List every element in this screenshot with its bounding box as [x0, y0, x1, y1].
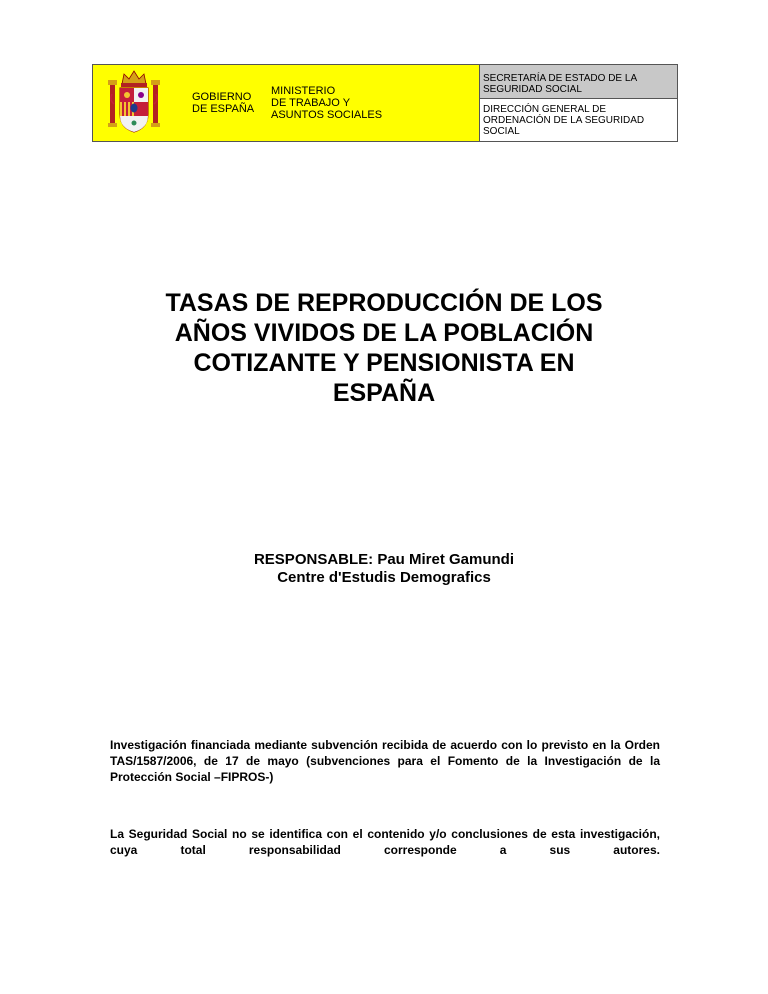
direccion-label: DIRECCIÓN GENERAL DE ORDENACIÓN DE LA SEGURIDAD SOCIAL [480, 99, 677, 141]
document-header [92, 64, 678, 142]
responsable-line: RESPONSABLE: Pau Miret Gamundi [253, 551, 515, 568]
document-title: TASAS DE REPRODUCCIÓN DE LOS AÑOS VIVIDOS DE LA POBLACIÓN COTIZANTE Y PENSIONISTA EN ESPAÑA [165, 289, 603, 407]
government-band [93, 65, 479, 141]
institution-line: Centre d'Estudis Demografics [277, 569, 491, 586]
gobierno-label: GOBIERNO DE ESPAÑA [192, 91, 255, 115]
funding-paragraph: Investigación financiada mediante subvención recibida de acuerdo con lo previsto en la Orden TAS/1587/2006, de 17 de mayo (subvenciones para el Fomento de la Investigación de la Protección Social –FIPROS-) [110, 738, 660, 784]
disclaimer-paragraph: La Seguridad Social no se identifica con el contenido y/o conclusiones de esta investigación, cuya total responsabilidad corresponde a sus autores. [110, 827, 660, 857]
secretaria-label: SECRETARÍA DE ESTADO DE LA SEGURIDAD SOCIAL [480, 65, 677, 99]
ministerio-label: MINISTERIO DE TRABAJO Y ASUNTOS SOCIALES [271, 85, 383, 121]
header-right-column [479, 65, 677, 141]
responsable-block [84, 551, 684, 587]
spanish-coat-of-arms-icon [107, 70, 161, 136]
